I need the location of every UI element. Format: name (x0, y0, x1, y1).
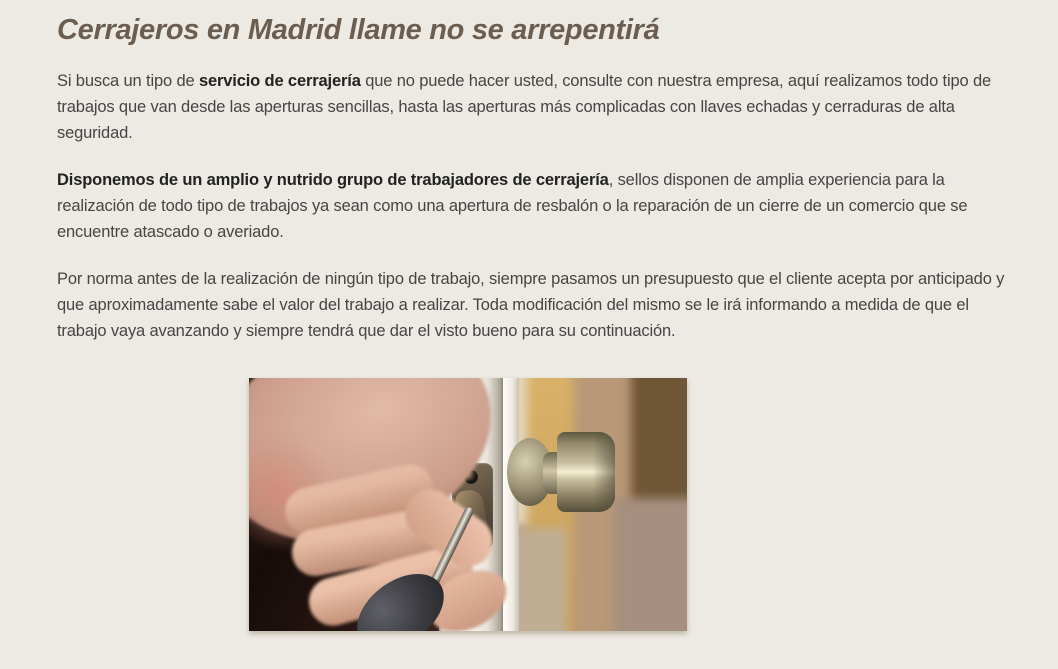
paragraph-text: Por norma antes de la realización de ningún tipo de trabajo, siempre pasamos un presupuesto que el cliente acepta por anticipado y que aproximadamente sabe el valor del trabajo a realizar. Toda modificación del mismo se le irá informando a medida de que el trabajo vaya avanzando y siempre tendrá que dar el visto bueno para su continuación. (57, 270, 1005, 340)
article-page (0, 13, 1058, 669)
locksmith-hand (249, 378, 687, 631)
paragraph-text: , sellos disponen de amplia experiencia para la realización de todo tipo de trabajos ya sean como una apertura de resbalón o la reparación de un cierre de un comercio que se encuentre atascado o averiado. (57, 171, 968, 241)
paragraph-text: Si busca un tipo de (57, 72, 199, 90)
paragraph-budget (57, 266, 1009, 344)
paragraph-intro (57, 68, 1009, 146)
paragraph-bold-text: servicio de cerrajería (198, 72, 361, 90)
page-title: Cerrajeros en Madrid llame no se arrepentirá (57, 14, 660, 46)
paragraph-team (57, 167, 1009, 245)
paragraph-bold-text: Disponemos de un amplio y nutrido grupo de trabajadores de cerrajería (57, 171, 609, 189)
locksmith-photo (249, 378, 687, 631)
paragraph-text: que no puede hacer usted, consulte con nuestra empresa, aquí realizamos todo tipo de trabajos que van desde las aperturas sencillas, hasta las aperturas más complicadas con llaves echadas y cerraduras de alta seguridad. (57, 72, 992, 142)
